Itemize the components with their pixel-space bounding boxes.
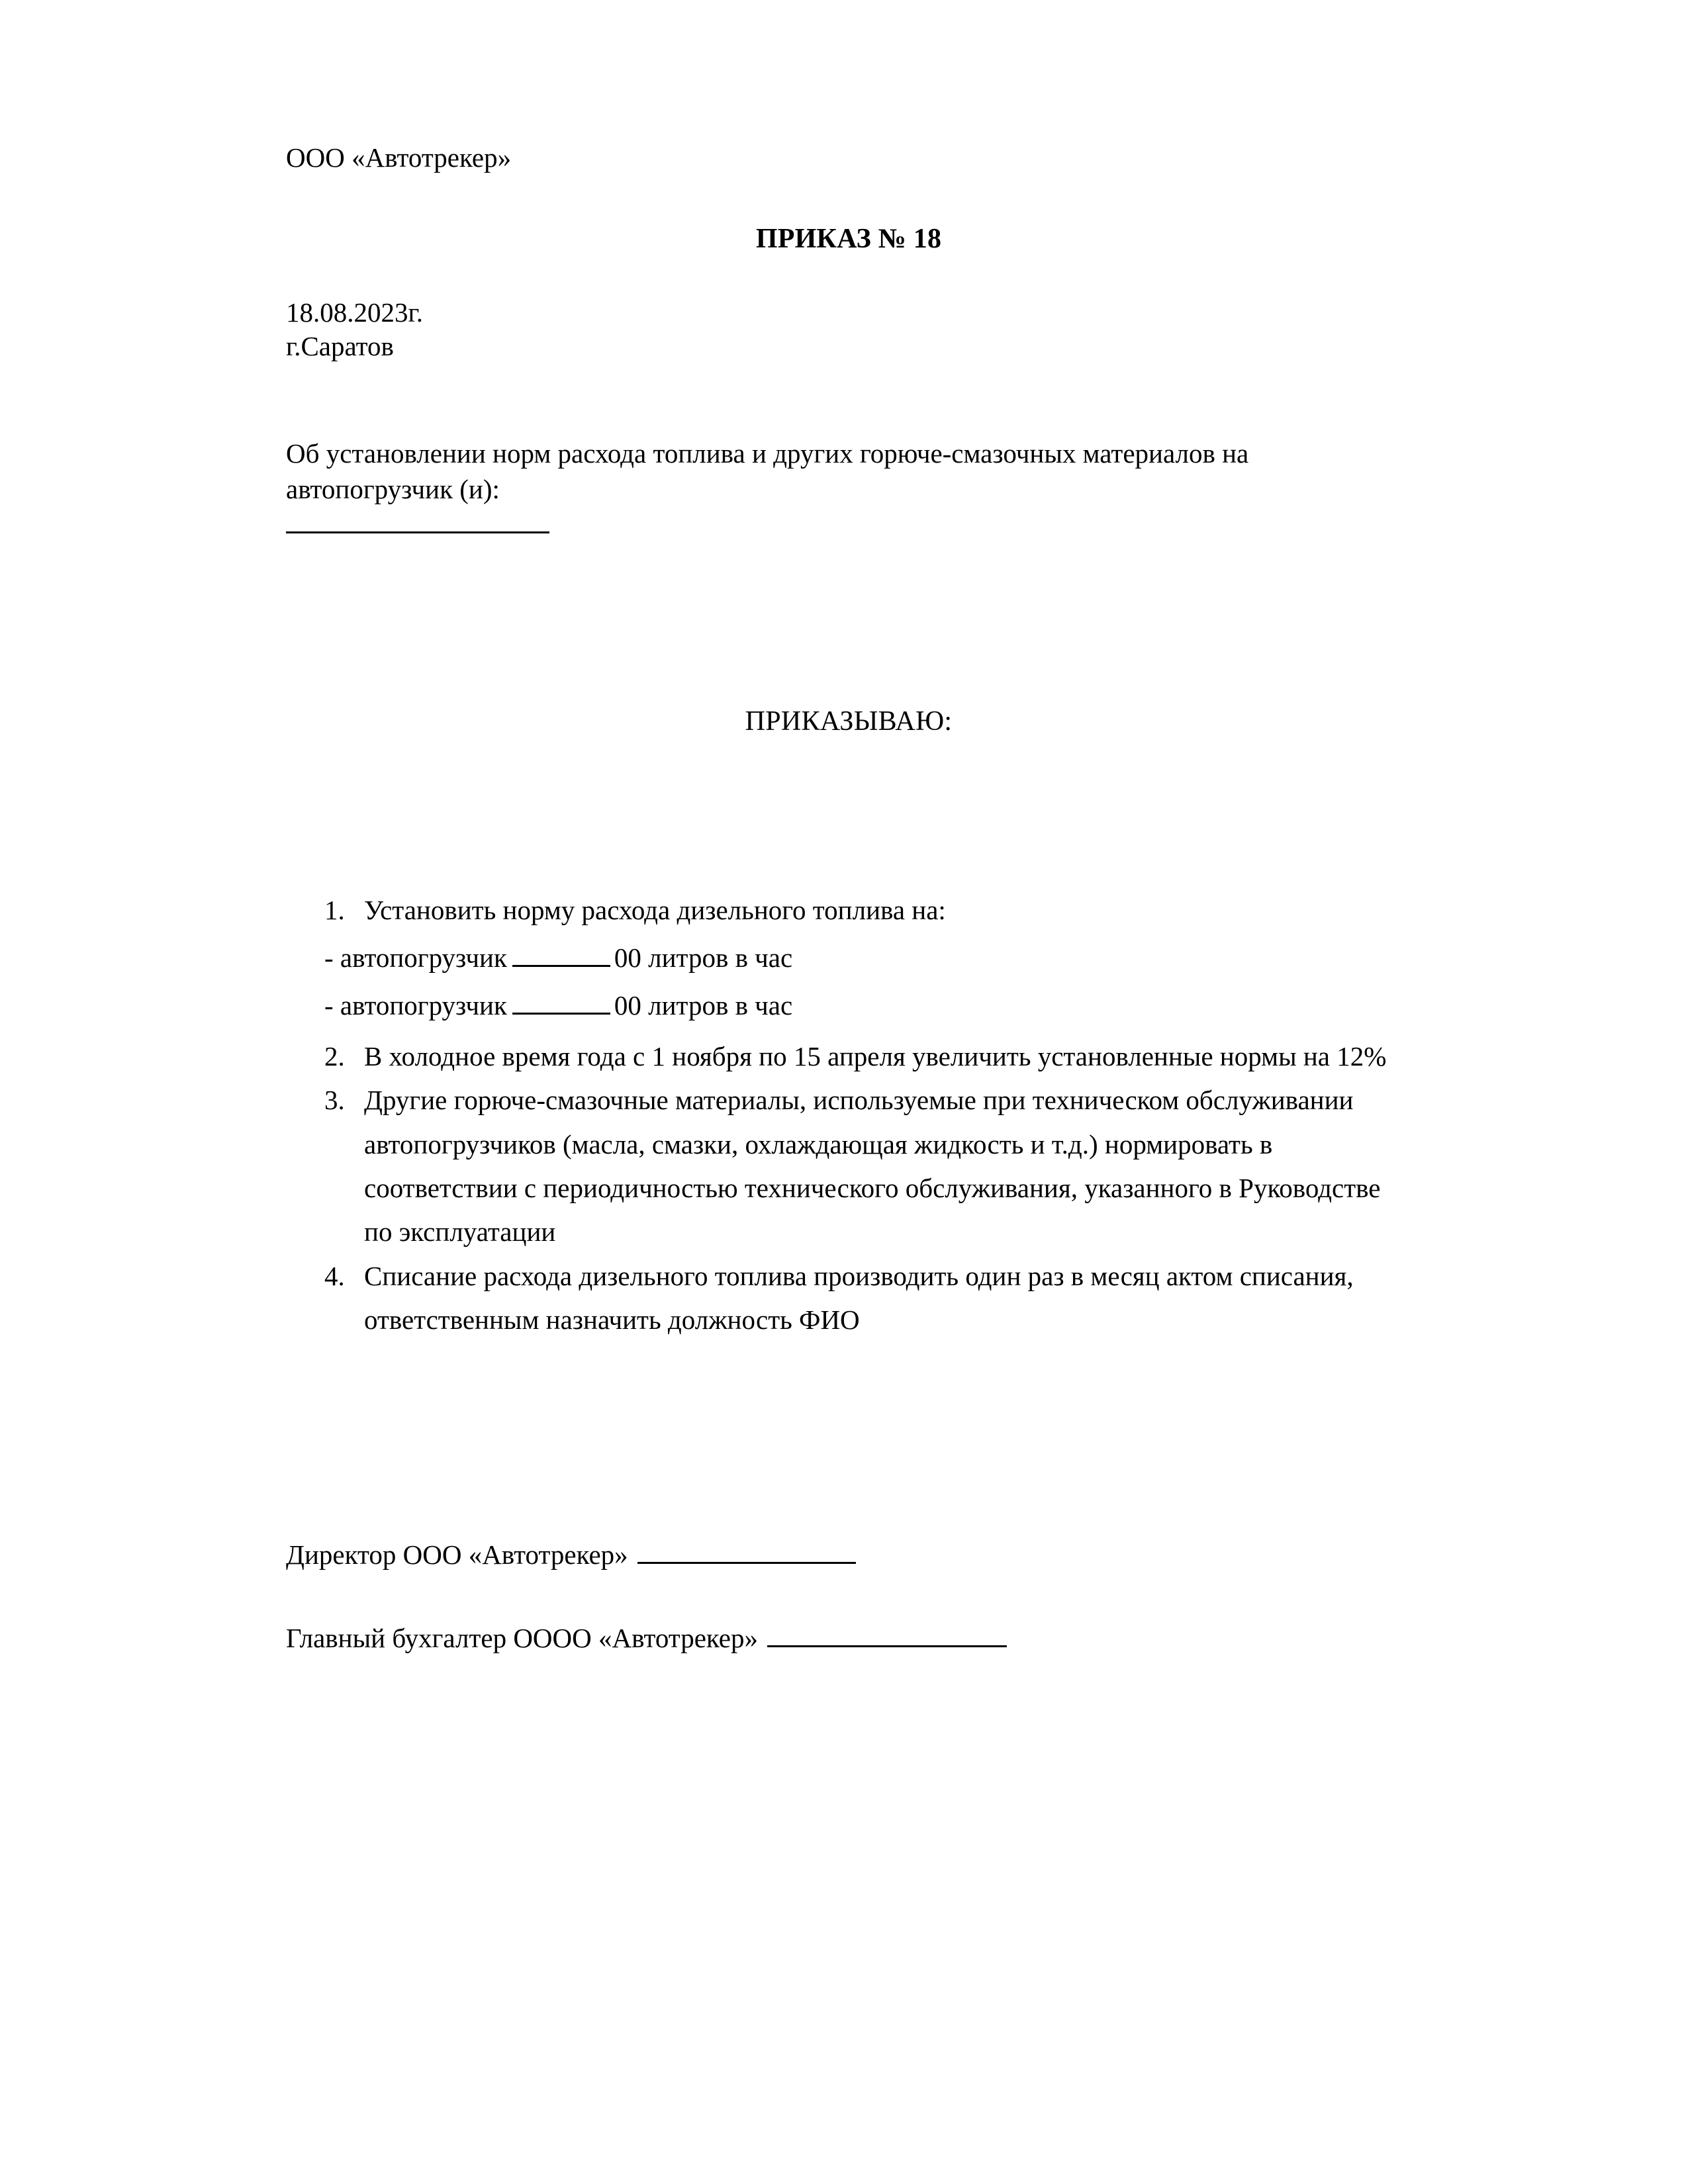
signature-block xyxy=(286,1541,1411,1652)
list-item-text: Списание расхода дизельного топлива производить один раз в месяц актом списания, ответственным назначить должность ФИО xyxy=(364,1260,1354,1336)
organization-name: ООО «Автотрекер» xyxy=(286,142,512,173)
dash-line-suffix: 00 литров в час xyxy=(614,942,793,973)
signature-blank xyxy=(637,1541,856,1564)
dash-line-blank xyxy=(512,944,610,967)
list-item-text: Установить норму расхода дизельного топлива на: xyxy=(364,894,946,925)
signature-label: Директор ООО «Автотрекер» xyxy=(286,1539,628,1570)
dash-line-blank xyxy=(512,991,610,1015)
spacer xyxy=(286,1028,1411,1034)
signature-blank xyxy=(767,1624,1007,1647)
list-item xyxy=(286,1254,1413,1342)
subject-blank-line xyxy=(286,531,549,533)
document-city: г.Саратов xyxy=(286,331,394,362)
dash-line-suffix: 00 литров в час xyxy=(614,990,793,1021)
dash-line-item xyxy=(286,983,1411,1027)
list-item-number: 1. xyxy=(324,894,345,925)
signature-row-director xyxy=(286,1541,1411,1569)
page-title: ПРИКАЗ № 18 xyxy=(755,224,942,254)
list-item-number: 4. xyxy=(324,1260,345,1291)
list-item-number: 3. xyxy=(324,1085,345,1116)
signature-row-accountant xyxy=(286,1624,1411,1652)
list-item-number: 2. xyxy=(324,1040,345,1071)
document-date: 18.08.2023г. xyxy=(286,297,423,328)
list-item-text: Другие горюче-смазочные материалы, используемые при техническом обслуживании автопогрузчиков (масла, смазки, охлаждающая жидкость и т.д.) нормировать в соответствии с периодичностью технического обслуживания, указанного в Руководстве по эксплуатации xyxy=(364,1085,1381,1248)
signature-label: Главный бухгалтер ОООО «Автотрекер» xyxy=(286,1622,758,1653)
order-keyword: ПРИКАЗЫВАЮ: xyxy=(745,705,953,737)
order-items-list xyxy=(286,888,1411,1342)
document-meta xyxy=(286,296,1411,364)
document-content xyxy=(286,0,1411,1707)
dash-line-prefix: - автопогрузчик xyxy=(324,942,507,973)
list-item xyxy=(286,888,1413,932)
dash-line-prefix: - автопогрузчик xyxy=(324,990,507,1021)
list-item-text: В холодное время года с 1 ноября по 15 апреля увеличить установленные нормы на 12% xyxy=(364,1040,1387,1071)
dash-line-item xyxy=(286,936,1411,979)
document-subject: Об установлении норм расхода топлива и других горюче-смазочных материалов на автопогрузчик (и): xyxy=(286,437,1249,505)
list-item xyxy=(286,1078,1413,1254)
list-item xyxy=(286,1034,1413,1078)
